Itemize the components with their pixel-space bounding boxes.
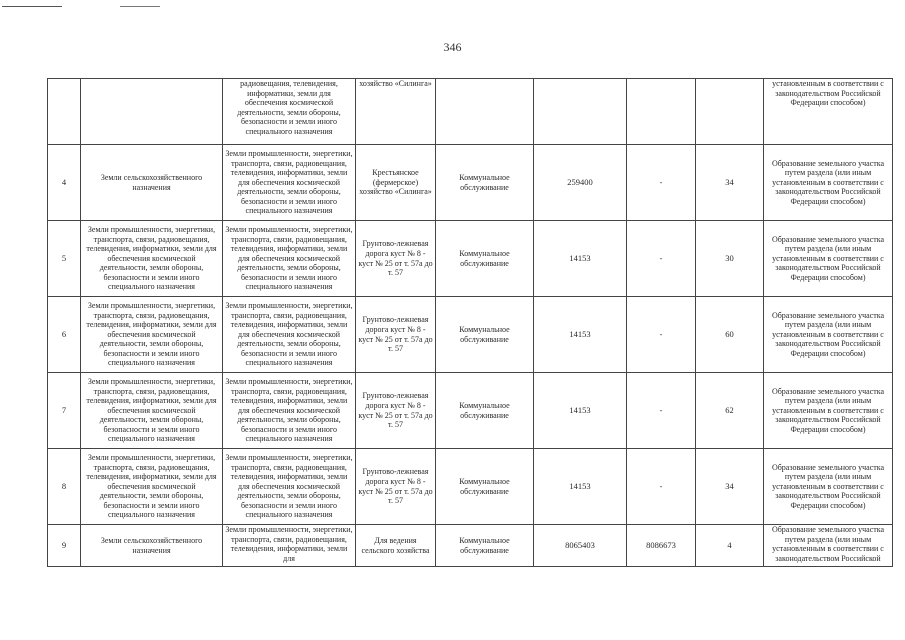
cell-method: установленным в соответствии с законодательством Российской Федерации способом) bbox=[764, 79, 893, 145]
cell-use: Земли промышленности, энергетики, транспорта, связи, радиовещания, телевидения, информатики, земли для обеспечения космической деятельности, земли обороны, безопасности и земли иного специального назначения bbox=[223, 297, 356, 373]
cell-no: 8 bbox=[48, 449, 81, 525]
cell-area-before: 14153 bbox=[534, 373, 627, 449]
cell-purpose: Коммунальное обслуживание bbox=[436, 525, 534, 567]
cell-term bbox=[696, 79, 764, 145]
cell-area-before: 8065403 bbox=[534, 525, 627, 567]
page-number: 346 bbox=[443, 40, 462, 54]
cell-area-new: - bbox=[627, 221, 696, 297]
cell-purpose: Коммунальное обслуживание bbox=[436, 449, 534, 525]
cell-term: 30 bbox=[696, 221, 764, 297]
cell-location: Грунтово-лежневая дорога куст № 8 - куст № 25 от т. 57а до т. 57 bbox=[356, 449, 436, 525]
cell-no: 7 bbox=[48, 373, 81, 449]
cell-term: 4 bbox=[696, 525, 764, 567]
cell-purpose: Коммунальное обслуживание bbox=[436, 373, 534, 449]
cell-category: Земли промышленности, энергетики, транспорта, связи, радиовещания, телевидения, информатики, земли для обеспечения космической деятельности, земли обороны, безопасности и земли иного специального назначения bbox=[81, 297, 223, 373]
cell-purpose: Коммунальное обслуживание bbox=[436, 297, 534, 373]
cell-use: Земли промышленности, энергетики, транспорта, связи, радиовещания, телевидения, информатики, земли для обеспечения космической деятельности, земли обороны, безопасности и земли иного специального назначения bbox=[223, 449, 356, 525]
cell-location: Для ведения сельского хозяйства bbox=[356, 525, 436, 567]
cell-area-new: - bbox=[627, 373, 696, 449]
cell-area-before: 14153 bbox=[534, 297, 627, 373]
table-row bbox=[48, 449, 893, 525]
cell-purpose bbox=[436, 79, 534, 145]
cell-method: Образование земельного участка путем раздела (или иным установленным в соответствии с законодательством Российской Федерации способом) bbox=[764, 221, 893, 297]
table-row bbox=[48, 297, 893, 373]
cell-category: Земли промышленности, энергетики, транспорта, связи, радиовещания, телевидения, информатики, земли для обеспечения космической деятельности, земли обороны, безопасности и земли иного специального назначения bbox=[81, 373, 223, 449]
cell-no bbox=[48, 79, 81, 145]
cell-category: Земли сельскохозяйственного назначения bbox=[81, 145, 223, 221]
cell-term: 62 bbox=[696, 373, 764, 449]
cell-no: 6 bbox=[48, 297, 81, 373]
cell-area-before: 14153 bbox=[534, 449, 627, 525]
land-plot-table bbox=[47, 78, 893, 567]
cell-area-new: - bbox=[627, 145, 696, 221]
scan-edge-line bbox=[120, 6, 160, 7]
cell-location: Грунтово-лежневая дорога куст № 8 - куст № 25 от т. 57а до т. 57 bbox=[356, 297, 436, 373]
cell-term: 34 bbox=[696, 449, 764, 525]
cell-term: 60 bbox=[696, 297, 764, 373]
cell-area-before: 259400 bbox=[534, 145, 627, 221]
cell-area-before: 14153 bbox=[534, 221, 627, 297]
cell-method: Образование земельного участка путем раздела (или иным установленным в соответствии с законодательством Российской bbox=[764, 525, 893, 567]
cell-category: Земли промышленности, энергетики, транспорта, связи, радиовещания, телевидения, информатики, земли для обеспечения космической деятельности, земли обороны, безопасности и земли иного специального назначения bbox=[81, 221, 223, 297]
cell-area-new: 8086673 bbox=[627, 525, 696, 567]
cell-method: Образование земельного участка путем раздела (или иным установленным в соответствии с законодательством Российской Федерации способом) bbox=[764, 297, 893, 373]
cell-no: 4 bbox=[48, 145, 81, 221]
cell-use: Земли промышленности, энергетики, транспорта, связи, радиовещания, телевидения, информатики, земли для обеспечения космической деятельности, земли обороны, безопасности и земли иного специального назначения bbox=[223, 221, 356, 297]
table-row bbox=[48, 221, 893, 297]
cell-location: Крестьянское (фермерское) хозяйство «Силинга» bbox=[356, 145, 436, 221]
cell-location: Грунтово-лежневая дорога куст № 8 - куст № 25 от т. 57а до т. 57 bbox=[356, 221, 436, 297]
cell-use: Земли промышленности, энергетики, транспорта, связи, радиовещания, телевидения, информатики, земли для bbox=[223, 525, 356, 567]
cell-area-new bbox=[627, 79, 696, 145]
cell-category: Земли сельскохозяйственного назначения bbox=[81, 525, 223, 567]
cell-area-before bbox=[534, 79, 627, 145]
cell-no: 9 bbox=[48, 525, 81, 567]
cell-area-new: - bbox=[627, 449, 696, 525]
cell-use: Земли промышленности, энергетики, транспорта, связи, радиовещания, телевидения, информатики, земли для обеспечения космической деятельности, земли обороны, безопасности и земли иного специального назначения bbox=[223, 373, 356, 449]
cell-method: Образование земельного участка путем раздела (или иным установленным в соответствии с законодательством Российской Федерации способом) bbox=[764, 145, 893, 221]
table-row bbox=[48, 373, 893, 449]
cell-term: 34 bbox=[696, 145, 764, 221]
cell-category: Земли промышленности, энергетики, транспорта, связи, радиовещания, телевидения, информатики, земли для обеспечения космической деятельности, земли обороны, безопасности и земли иного специального назначения bbox=[81, 449, 223, 525]
cell-category bbox=[81, 79, 223, 145]
cell-no: 5 bbox=[48, 221, 81, 297]
cell-area-new: - bbox=[627, 297, 696, 373]
table-row bbox=[48, 145, 893, 221]
cell-use: радиовещания, телевидения, информатики, земли для обеспечения космической деятельности, земли обороны, безопасности и земли иного специального назначения bbox=[223, 79, 356, 145]
cell-method: Образование земельного участка путем раздела (или иным установленным в соответствии с законодательством Российской Федерации способом) bbox=[764, 449, 893, 525]
cell-purpose: Коммунальное обслуживание bbox=[436, 145, 534, 221]
cell-location: хозяйство «Силинга» bbox=[356, 79, 436, 145]
cell-purpose: Коммунальное обслуживание bbox=[436, 221, 534, 297]
table-row bbox=[48, 79, 893, 145]
cell-use: Земли промышленности, энергетики, транспорта, связи, радиовещания, телевидения, информатики, земли для обеспечения космической деятельности, земли обороны, безопасности и земли иного специального назначения bbox=[223, 145, 356, 221]
scan-edge-line bbox=[2, 6, 62, 7]
cell-method: Образование земельного участка путем раздела (или иным установленным в соответствии с законодательством Российской Федерации способом) bbox=[764, 373, 893, 449]
table-row bbox=[48, 525, 893, 567]
cell-location: Грунтово-лежневая дорога куст № 8 - куст № 25 от т. 57а до т. 57 bbox=[356, 373, 436, 449]
